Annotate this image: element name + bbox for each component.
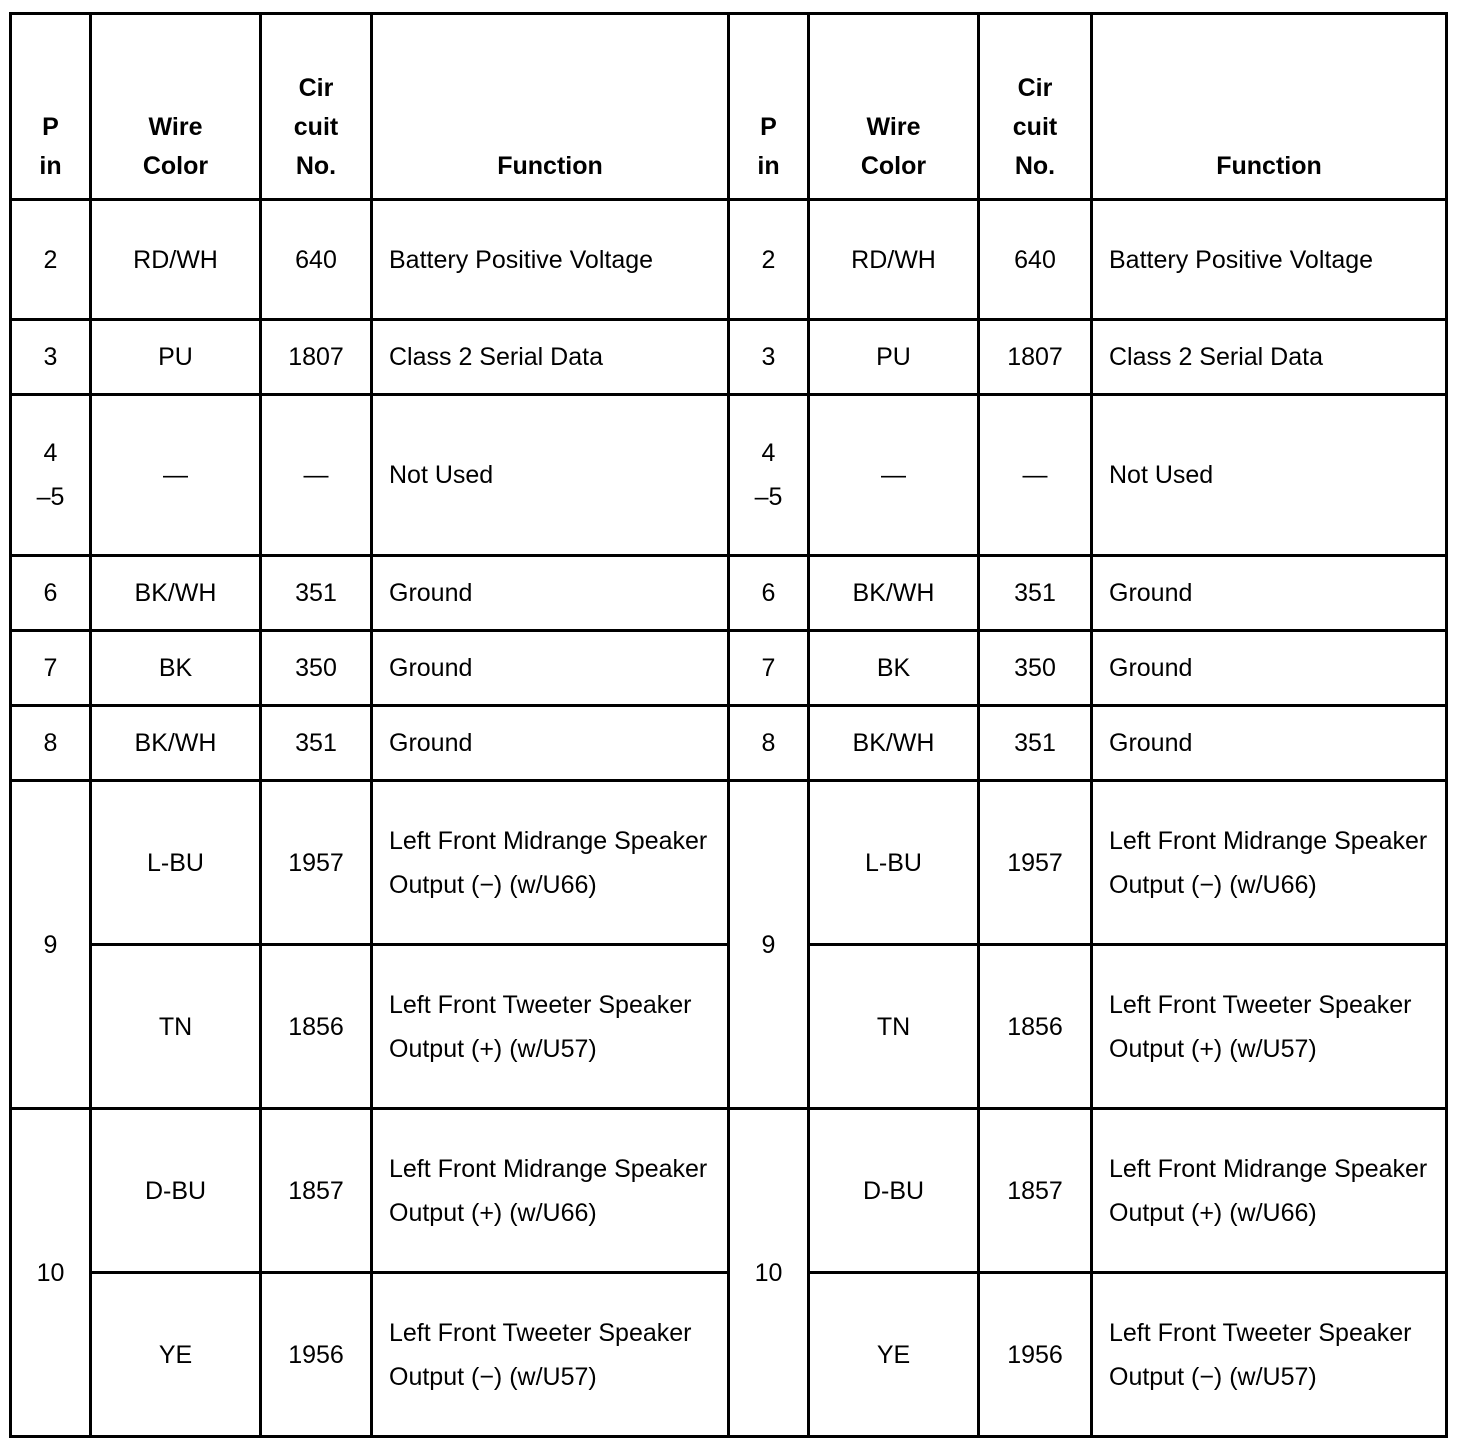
table-row — [11, 320, 1447, 395]
function-cell: Ground — [1092, 631, 1447, 706]
table-row — [11, 781, 1447, 945]
wire-color-cell: YE — [809, 1273, 979, 1437]
pin-cell: 7 — [729, 631, 809, 706]
pin-cell: 3 — [11, 320, 91, 395]
circuit-cell: 1856 — [261, 945, 372, 1109]
pin-cell: 10 — [11, 1109, 91, 1437]
pin-cell: 4 –5 — [729, 395, 809, 556]
wire-color-cell: D-BU — [809, 1109, 979, 1273]
wire-color-cell: BK — [91, 631, 261, 706]
wire-color-cell: D-BU — [91, 1109, 261, 1273]
header-row — [11, 14, 1447, 200]
wire-color-cell: TN — [91, 945, 261, 1109]
pin-cell: 2 — [729, 200, 809, 320]
function-cell: Left Front Tweeter Speaker Output (+) (w/U57) — [1092, 945, 1447, 1109]
wire-color-cell: — — [809, 395, 979, 556]
table-row — [11, 556, 1447, 631]
function-cell: Ground — [372, 556, 729, 631]
wire-color-cell: BK/WH — [91, 556, 261, 631]
circuit-cell: 350 — [979, 631, 1092, 706]
pin-cell: 4 –5 — [11, 395, 91, 556]
circuit-cell: 1807 — [261, 320, 372, 395]
function-cell: Ground — [1092, 706, 1447, 781]
wire-color-header: Wire Color — [809, 14, 979, 200]
table-row — [11, 200, 1447, 320]
wire-color-cell: — — [91, 395, 261, 556]
table-row — [11, 395, 1447, 556]
table-row — [11, 1109, 1447, 1273]
pin-cell: 9 — [729, 781, 809, 1109]
wire-color-cell: BK/WH — [91, 706, 261, 781]
circuit-cell: — — [261, 395, 372, 556]
pin-cell: 8 — [729, 706, 809, 781]
circuit-cell: 350 — [261, 631, 372, 706]
function-cell: Ground — [1092, 556, 1447, 631]
function-cell: Left Front Midrange Speaker Output (−) (w/U66) — [372, 781, 729, 945]
function-header: Function — [1092, 14, 1447, 200]
pin-cell: 3 — [729, 320, 809, 395]
circuit-cell: 640 — [979, 200, 1092, 320]
pin-cell: 6 — [729, 556, 809, 631]
pin-cell: 6 — [11, 556, 91, 631]
wire-color-cell: PU — [91, 320, 261, 395]
wire-color-cell: L-BU — [809, 781, 979, 945]
circuit-cell: 1956 — [979, 1273, 1092, 1437]
function-cell: Left Front Tweeter Speaker Output (−) (w/U57) — [1092, 1273, 1447, 1437]
function-cell: Not Used — [1092, 395, 1447, 556]
circuit-cell: 1856 — [979, 945, 1092, 1109]
circuit-cell: 1857 — [261, 1109, 372, 1273]
circuit-number-header: Cir cuit No. — [979, 14, 1092, 200]
circuit-cell: 1807 — [979, 320, 1092, 395]
pin-header: P in — [11, 14, 91, 200]
wire-color-cell: RD/WH — [809, 200, 979, 320]
wire-color-cell: BK — [809, 631, 979, 706]
function-cell: Ground — [372, 706, 729, 781]
function-cell: Class 2 Serial Data — [372, 320, 729, 395]
circuit-cell: 351 — [261, 706, 372, 781]
wire-color-cell: BK/WH — [809, 706, 979, 781]
circuit-cell: 1957 — [261, 781, 372, 945]
table-row — [11, 631, 1447, 706]
wire-color-header: Wire Color — [91, 14, 261, 200]
circuit-cell: 351 — [979, 556, 1092, 631]
function-cell: Left Front Tweeter Speaker Output (+) (w/U57) — [372, 945, 729, 1109]
pin-cell: 10 — [729, 1109, 809, 1437]
function-cell: Left Front Midrange Speaker Output (+) (w/U66) — [372, 1109, 729, 1273]
pin-cell: 8 — [11, 706, 91, 781]
circuit-cell: 351 — [979, 706, 1092, 781]
function-cell: Not Used — [372, 395, 729, 556]
function-cell: Battery Positive Voltage — [372, 200, 729, 320]
wire-color-cell: RD/WH — [91, 200, 261, 320]
function-cell: Left Front Tweeter Speaker Output (−) (w/U57) — [372, 1273, 729, 1437]
pin-cell: 9 — [11, 781, 91, 1109]
pin-cell: 7 — [11, 631, 91, 706]
function-cell: Class 2 Serial Data — [1092, 320, 1447, 395]
function-cell: Battery Positive Voltage — [1092, 200, 1447, 320]
circuit-cell: — — [979, 395, 1092, 556]
wire-color-cell: BK/WH — [809, 556, 979, 631]
circuit-cell: 640 — [261, 200, 372, 320]
function-header: Function — [372, 14, 729, 200]
table-row — [11, 706, 1447, 781]
circuit-cell: 1857 — [979, 1109, 1092, 1273]
circuit-cell: 351 — [261, 556, 372, 631]
circuit-cell: 1957 — [979, 781, 1092, 945]
pinout-table — [9, 12, 1448, 1438]
function-cell: Left Front Midrange Speaker Output (+) (w/U66) — [1092, 1109, 1447, 1273]
circuit-number-header: Cir cuit No. — [261, 14, 372, 200]
circuit-cell: 1956 — [261, 1273, 372, 1437]
wire-color-cell: L-BU — [91, 781, 261, 945]
wire-color-cell: TN — [809, 945, 979, 1109]
function-cell: Left Front Midrange Speaker Output (−) (w/U66) — [1092, 781, 1447, 945]
pin-cell: 2 — [11, 200, 91, 320]
function-cell: Ground — [372, 631, 729, 706]
wire-color-cell: PU — [809, 320, 979, 395]
wire-color-cell: YE — [91, 1273, 261, 1437]
pin-header: P in — [729, 14, 809, 200]
